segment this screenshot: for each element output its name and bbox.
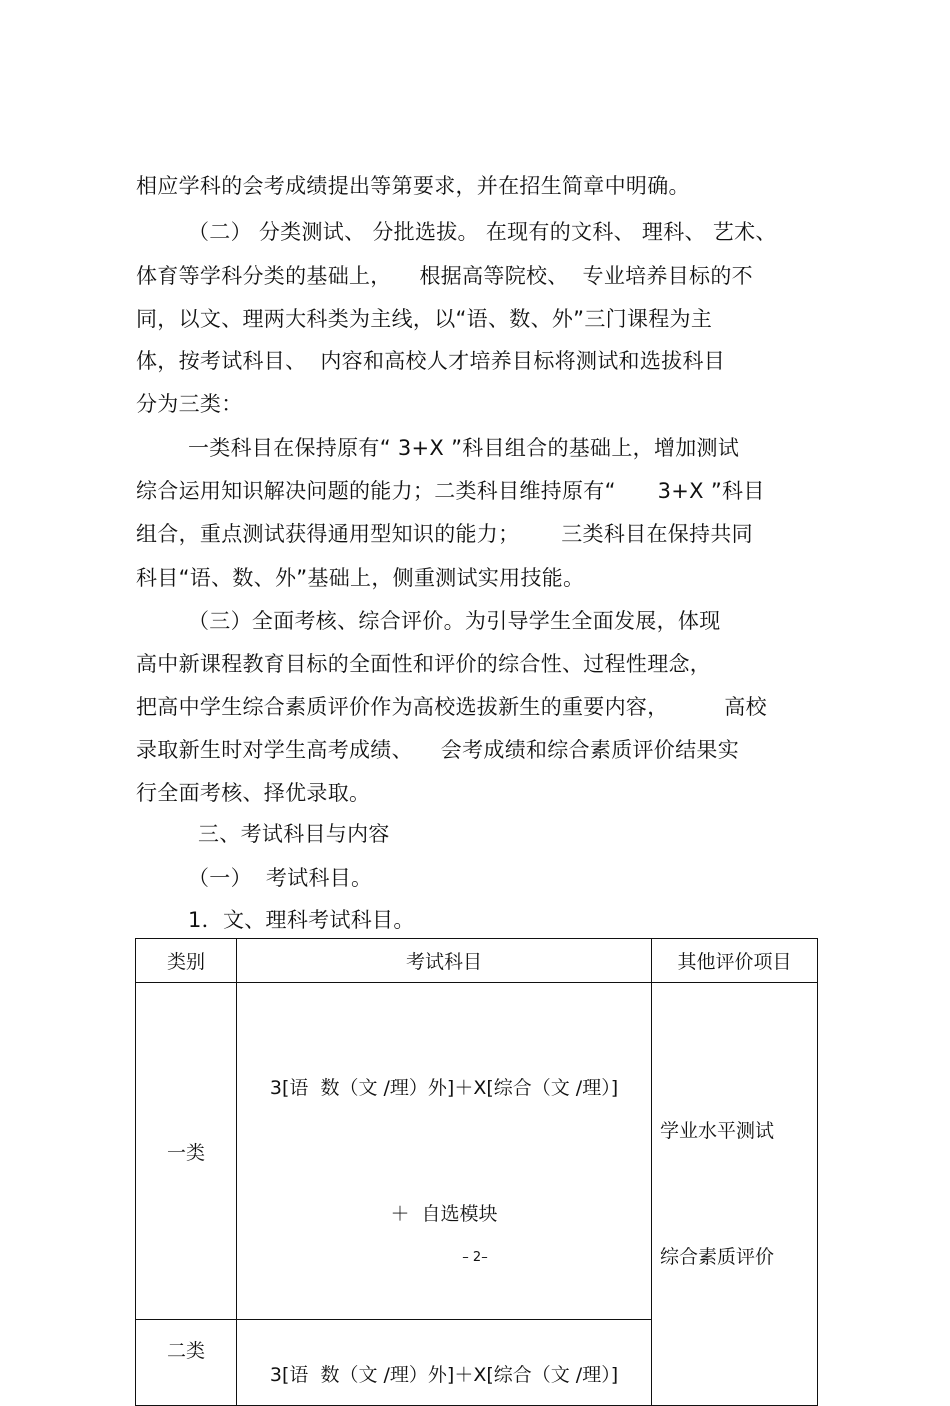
table-row xyxy=(136,983,818,1320)
other-line: 综合素质评价 xyxy=(660,1246,775,1268)
subjects-line: ＋ 自选模块 xyxy=(390,1203,498,1225)
table-header-row xyxy=(136,939,818,983)
table-caption: 1．文、理科考试科目。 xyxy=(188,908,415,932)
row-category: 二类 xyxy=(136,1320,237,1406)
paragraph-line: （二） 分类测试、 分批选拔。 在现有的文科、 理科、 艺术、 xyxy=(188,220,777,244)
paragraph-line: 体，按考试科目、 内容和高校人才培养目标将测试和选拔科目 xyxy=(136,349,726,373)
paragraph-line: 同，以文、理两大科类为主线，以“语、数、外”三门课程为主 xyxy=(136,307,713,331)
page-number: – 2– xyxy=(462,1250,488,1265)
row-subjects: 3[语 数（文 /理）外]＋X[综合（文 /理）] xyxy=(237,1320,652,1406)
paragraph-line: 把高中学生综合素质评价作为高校选拔新生的重要内容， 高校 xyxy=(136,695,767,719)
row-subjects xyxy=(237,983,652,1320)
paragraph-line: 行全面考核、择优录取。 xyxy=(136,781,371,805)
exam-subjects-table xyxy=(135,938,818,1406)
paragraph-line: 体育等学科分类的基础上， 根据高等院校、 专业培养目标的不 xyxy=(136,264,753,288)
other-evaluation xyxy=(652,983,818,1406)
paragraph-line: （三）全面考核、综合评价。为引导学生全面发展，体现 xyxy=(188,609,721,633)
header-subjects: 考试科目 xyxy=(237,939,652,983)
paragraph-line: 科目“语、数、外”基础上，侧重测试实用技能。 xyxy=(136,566,585,590)
paragraph-line: 录取新生时对学生高考成绩、 会考成绩和综合素质评价结果实 xyxy=(136,738,739,762)
paragraph-line: 综合运用知识解决问题的能力；二类科目维持原有“ 3+X ”科目 xyxy=(136,479,765,503)
row-category: 一类 xyxy=(136,983,237,1320)
section-heading: 三、考试科目与内容 xyxy=(198,822,390,846)
header-other: 其他评价项目 xyxy=(652,939,818,983)
header-category: 类别 xyxy=(136,939,237,983)
subjects-line: 3[语 数（文 /理）外]＋X[综合（文 /理）] xyxy=(269,1077,619,1099)
paragraph-line: 高中新课程教育目标的全面性和评价的综合性、过程性理念， xyxy=(136,652,712,676)
subsection-heading: （一） 考试科目。 xyxy=(188,866,373,890)
paragraph-line: 相应学科的会考成绩提出等第要求，并在招生简章中明确。 xyxy=(136,174,690,198)
paragraph-line: 一类科目在保持原有“ 3+X ”科目组合的基础上，增加测试 xyxy=(188,436,740,460)
paragraph-line: 组合，重点测试获得通用型知识的能力； 三类科目在保持共同 xyxy=(136,522,753,546)
other-line: 学业水平测试 xyxy=(660,1120,775,1142)
paragraph-line: 分为三类： xyxy=(136,392,243,416)
